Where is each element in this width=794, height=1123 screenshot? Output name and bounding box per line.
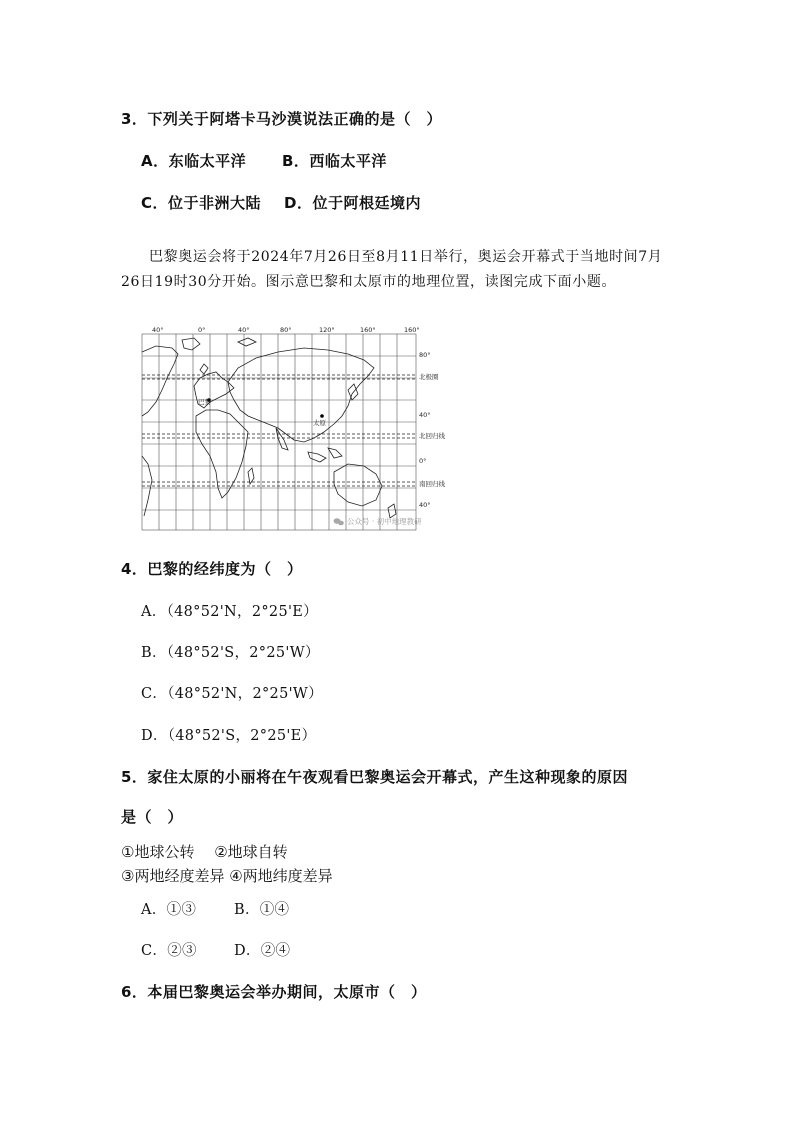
passage-text: 巴黎奥运会将于2024年7月26日至8月11日举行，奥运会开幕式于当地时间7月26日19时30分开始。图示意巴黎和太原市的地理位置，读图完成下面小题。 — [121, 249, 663, 290]
lon-label: 80° — [280, 326, 292, 334]
q3-option-c: C．位于非洲大陆 — [141, 194, 262, 212]
q4-option-c: C．（48°52'N，2°25'W） — [141, 686, 323, 702]
q5-items-line2: ③两地经度差异 ④两地纬度差异 — [121, 867, 333, 885]
question-4-stem: 4．巴黎的经纬度为（ ） — [121, 560, 303, 578]
q5-items-line1: ①地球公转 ②地球自转 — [121, 843, 288, 861]
q5-option-b: B．①④ — [234, 902, 290, 918]
wechat-icon — [334, 518, 344, 525]
arctic-circle-label: 北极圈 — [419, 373, 439, 381]
lon-label: 40° — [238, 326, 250, 334]
city-markers — [207, 398, 324, 418]
q3-option-d: D．位于阿根廷境内 — [284, 194, 421, 212]
lat-label: 40° — [419, 411, 431, 419]
lon-label: 0° — [198, 326, 206, 334]
taiyuan-dot — [320, 414, 324, 418]
q5-option-a: A．①③ — [141, 902, 197, 918]
q4-option-a: A．（48°52'N，2°25'E） — [141, 604, 318, 620]
question-5-stem-line1: 5．家住太原的小丽将在午夜观看巴黎奥运会开幕式，产生这种现象的原因 — [121, 768, 628, 786]
question-3-stem: 3．下列关于阿塔卡马沙漠说法正确的是（ ） — [121, 110, 442, 128]
tropic-of-cancer-label: 北回归线 — [419, 432, 445, 440]
q5-option-d: D．②④ — [234, 943, 291, 959]
q4-option-b: B．（48°52'S，2°25'W） — [141, 645, 320, 661]
q4-option-d: D．（48°52'S，2°25'E） — [141, 728, 317, 744]
lon-label: 120° — [319, 326, 335, 334]
lon-label: 160° — [404, 326, 420, 334]
tropic-of-capricorn-label: 南回归线 — [419, 480, 445, 488]
lat-label: 0° — [419, 457, 427, 465]
q3-option-b: B．西临太平洋 — [282, 152, 387, 170]
lat-label: 80° — [419, 351, 431, 359]
paris-label: 巴黎 — [198, 398, 211, 406]
world-map-figure — [138, 324, 454, 532]
taiyuan-label: 太原 — [313, 419, 326, 427]
q5-option-c: C．②③ — [141, 943, 197, 959]
continent-outlines — [142, 338, 396, 518]
q3-option-a: A．东临太平洋 — [141, 152, 247, 170]
question-5-stem-line2: 是（ ） — [121, 808, 184, 826]
lon-label: 160° — [360, 326, 376, 334]
lon-label: 40° — [152, 326, 164, 334]
question-6-stem: 6．本届巴黎奥运会举办期间，太原市（ ） — [121, 983, 427, 1001]
lat-label: 40° — [419, 501, 431, 509]
watermark-text: 公众号 · 初中地理教研 — [347, 517, 422, 526]
